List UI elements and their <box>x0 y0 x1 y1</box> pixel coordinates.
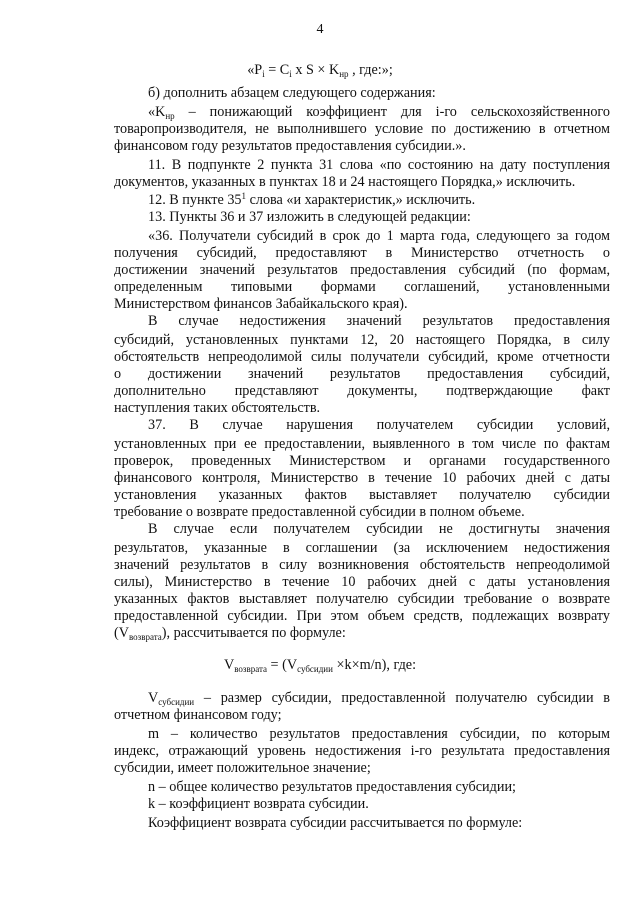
text-line: $V_{субсидии}$ – размер субсидии, предоставленной получателю субсидии в <box>148 690 610 707</box>
text-line: получения субсидий, предоставляют в Министерство отчетность о <box>114 245 610 261</box>
text-line: документов, указанных в пунктах 18 и 24 настоящего Порядка,» исключить. <box>114 174 576 190</box>
text-line: Министерством финансов Забайкальского края). <box>114 296 408 312</box>
text-line: определенным типовыми формами соглашений, установленными <box>114 279 610 295</box>
text-line: проверок, проведенных Министерством и органами государственного <box>114 453 610 469</box>
text-line: требование о возврате предоставленной субсидии в полном объеме. <box>114 504 525 520</box>
text-line: В случае если получателем субсидии не достигнуты значения <box>148 521 610 537</box>
text-line: установленных при ее предоставлении, выявленного в том числе по фактам <box>114 436 610 452</box>
text-line: силы), Министерство в течение 10 рабочих дней с даты установления <box>114 574 610 590</box>
text-line: 37. В случае нарушения получателем субсидии условий, <box>148 417 610 433</box>
text-line: дополнительно представляют документы, подтверждающие факт <box>114 383 610 399</box>
text-line: предоставленной субсидии. При этом объем средств, подлежащих возврату <box>114 608 610 624</box>
text-line: 11. В подпункте 2 пункта 31 слова «по состоянию на дату поступления <box>148 157 610 173</box>
text-line: наступления таких обстоятельств. <box>114 400 321 416</box>
text-line: «$K_{нр}$ – понижающий коэффициент для i-го сельскохозяйственного <box>148 104 610 121</box>
text-line: товаропроизводителя, не выполнившего условие по достижению в отчетном <box>114 121 610 137</box>
text-line: В случае недостижения значений результатов предоставления <box>148 313 610 329</box>
text-line: n – общее количество результатов предоставления субсидии; <box>148 779 516 795</box>
text-line: финансовом году результатов предоставления субсидии.». <box>114 138 466 154</box>
text-line: «36. Получатели субсидий в срок до 1 марта года, следующего за годом <box>148 228 610 244</box>
text-line: k – коэффициент возврата субсидии. <box>148 796 369 812</box>
text-line: достижении значений результатов предоставления субсидий (по формам, <box>114 262 610 278</box>
text-line: 12. В пункте $35^1$ слова «и характеристик,» исключить. <box>148 191 476 208</box>
text-line: субсидии, имеет положительное значение; <box>114 760 371 776</box>
text-line: финансового контроля, Министерство в течение 10 рабочих дней с даты <box>114 470 610 486</box>
text-line: $V_{возврата} = (V_{субсидии} \times k\times m/n)$, где: <box>223 657 417 674</box>
page-number: 4 <box>316 22 324 37</box>
text-line: субсидий, установленных пунктами 12, 20 настоящего Порядка, в силу <box>114 332 610 348</box>
text-line: $(V_{возврата})$, рассчитывается по формуле: <box>114 625 346 642</box>
text-line: индекс, отражающий уровень недостижения i-го результата предоставления <box>114 743 610 759</box>
text-line: обстоятельств непреодолимой силы получатели субсидий, кроме отчетности <box>114 349 610 365</box>
text-line: m – количество результатов предоставления субсидии, по которым <box>148 726 610 742</box>
text-line: указанных фактов выставляет получателю субсидии требование о возврате <box>114 591 610 607</box>
text-line: «$P_i = C_i$ x $S \times K_{нр}$ , где:»; <box>247 62 393 79</box>
text-line: значений результатов в силу возникновения обстоятельств непреодолимой <box>114 557 610 573</box>
text-line: б) дополнить абзацем следующего содержания: <box>148 85 436 101</box>
text-line: установления указанных фактов выставляет получателю субсидии <box>114 487 610 503</box>
text-line: 13. Пункты 36 и 37 изложить в следующей редакции: <box>148 209 471 225</box>
text-line: Коэффициент возврата субсидии рассчитывается по формуле: <box>148 815 523 831</box>
text-line: отчетном финансовом году; <box>114 707 282 723</box>
text-line: о достижении значений результатов предоставления субсидий, <box>114 366 610 382</box>
text-line: результатов, указанные в соглашении (за исключением недостижения <box>114 540 610 556</box>
